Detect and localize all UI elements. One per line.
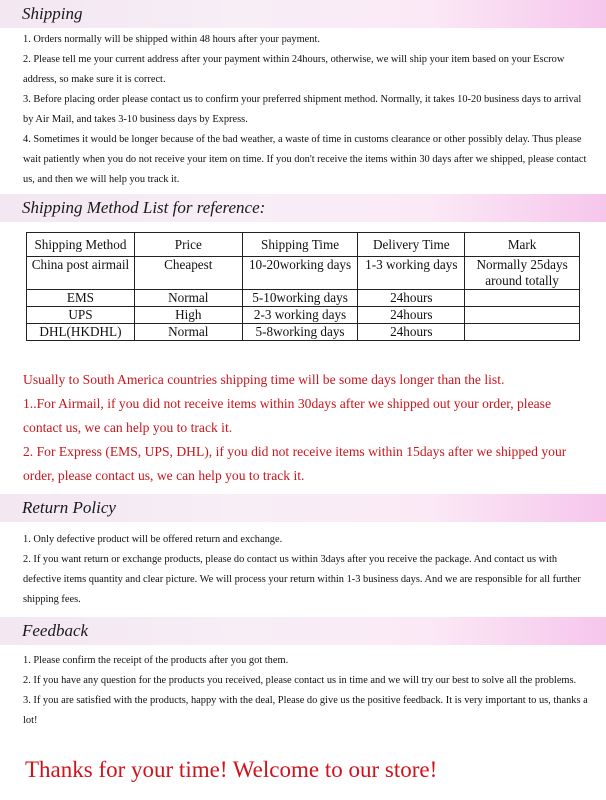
table-cell [465,290,580,307]
feedback-item: 3. If you are satisfied with the products, happy with the deal, Please do give us the positive feedback. It is very important to us, thanks a lot! [23,695,588,726]
table-cell: 1-3 working days [358,257,465,290]
table-row [27,290,580,307]
feedback-item: 2. If you have any question for the products you received, please contact us in time and we will try our best to solve all the problems. [23,675,577,686]
table-cell: 24hours [358,307,465,324]
shipping-header: Shipping [0,0,606,28]
column-header: Price [134,233,242,257]
table-cell: 10-20working days [242,257,358,290]
return-item: 1. Only defective product will be offered return and exchange. [23,534,283,545]
shipping-item: 3. Before placing order please contact us to confirm your preferred shipment method. Normally, it takes 10-20 business days to arrival by Air Mail, and takes 3-10 business days by Express. [23,94,582,125]
column-header: Delivery Time [358,233,465,257]
shipping-notes [23,368,593,488]
table-cell: China post airmail [27,257,135,290]
table-cell: 24hours [358,324,465,341]
shipping-item: 2. Please tell me your current address after your payment within 24hours, otherwise, we will ship your item based on your Escrow address, so make sure it is correct. [23,54,565,85]
table-cell: DHL(HKDHL) [27,324,135,341]
table-cell: 24hours [358,290,465,307]
table-row [27,257,580,290]
table-cell: Normally 25days around totally [465,257,580,290]
column-header: Mark [465,233,580,257]
column-header: Shipping Time [242,233,358,257]
table-cell [465,324,580,341]
table-cell: Normal [134,324,242,341]
return-item: 2. If you want return or exchange products, please do contact us within 3days after you receive the package. And contact us with defective items quantity and clear picture. We will process your return within 1-3 business days. And we are responsible for all further shipping fees. [23,554,581,605]
feedback-item: 1. Please confirm the receipt of the products after you got them. [23,655,289,666]
table-header-row [27,233,580,257]
table-cell: 2-3 working days [242,307,358,324]
shipping-item: 1. Orders normally will be shipped within 48 hours after your payment. [23,34,320,45]
table-row [27,307,580,324]
note-text: 2. For Express (EMS, UPS, DHL), if you did not receive items within 15days after we shipped your order, please contact us, we can help you to track it. [23,444,567,483]
feedback-list [23,651,589,731]
table-cell: High [134,307,242,324]
column-header: Shipping Method [27,233,135,257]
table-cell: UPS [27,307,135,324]
return-policy-list [23,530,589,610]
table-cell: Cheapest [134,257,242,290]
shipping-method-table [26,232,580,341]
feedback-header: Feedback [0,617,606,645]
return-policy-header: Return Policy [0,494,606,522]
table-cell [465,307,580,324]
shipping-list [23,30,589,190]
table-cell: 5-10working days [242,290,358,307]
closing-message: Thanks for your time! Welcome to our store! [25,757,438,782]
table-row [27,324,580,341]
table-cell: EMS [27,290,135,307]
table-cell: Normal [134,290,242,307]
method-list-header: Shipping Method List for reference: [0,194,606,222]
note-text: 1..For Airmail, if you did not receive items within 30days after we shipped out your order, please contact us, we can help you to track it. [23,396,551,435]
table-cell: 5-8working days [242,324,358,341]
shipping-item: 4. Sometimes it would be longer because of the bad weather, a waste of time in customs clearance or other possibly delay. Thus please wait patiently when you do not receive your item on time. If you don't receive the items within 30 days after we shipped, please contact us, and then we will help you track it. [23,134,587,185]
note-text: Usually to South America countries shipping time will be some days longer than the list. [23,372,505,387]
